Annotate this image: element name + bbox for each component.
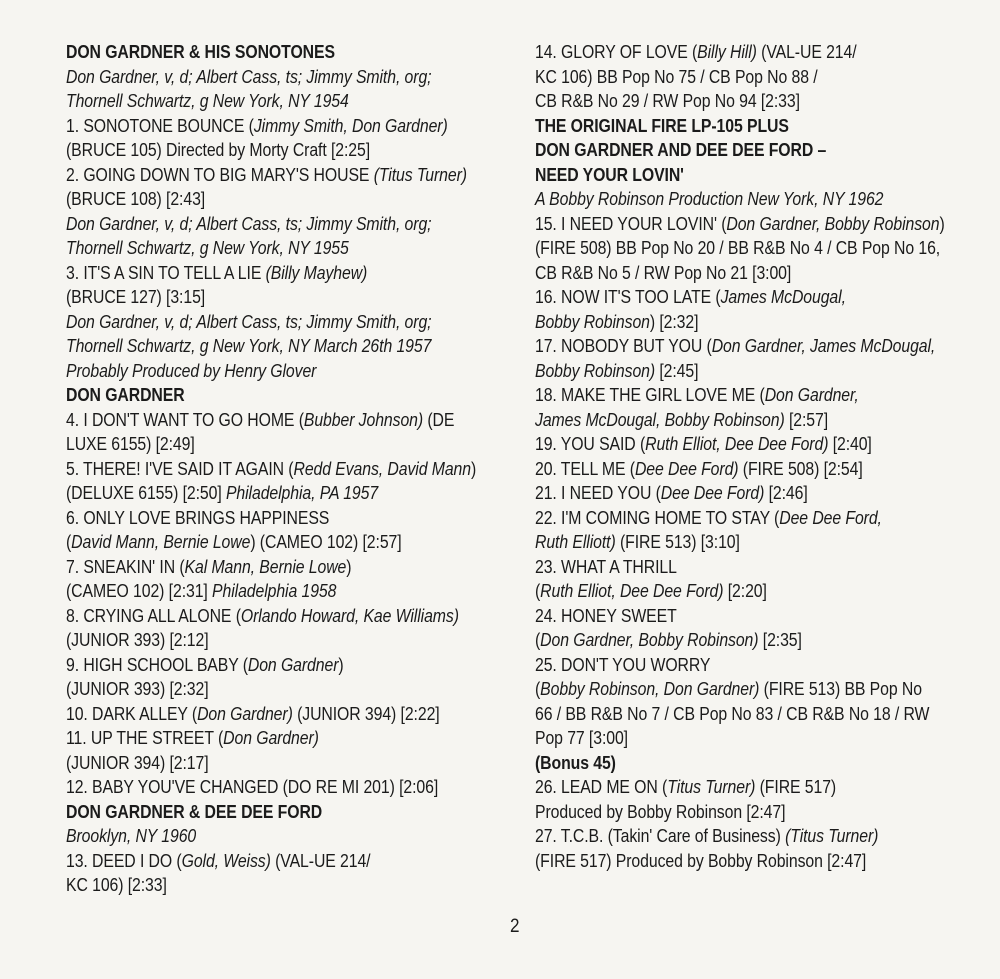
track-text: 25. DON'T YOU WORRY: [535, 653, 711, 675]
track-text: (BRUCE 105) Directed by Morty Craft [2:25]: [66, 139, 371, 160]
text-line: [66, 579, 453, 604]
track-text: (: [66, 531, 72, 552]
text-line: [66, 285, 453, 310]
track-text: 11. UP THE STREET (: [66, 727, 224, 748]
track-text: (: [535, 580, 541, 601]
credit-text: Don Gardner: [247, 653, 339, 675]
track-text: (VAL-UE 214/: [270, 849, 371, 871]
credit-text: Philadelphia, PA 1957: [225, 482, 379, 503]
track-text: 66 / BB R&B No 7 / CB Pop No 83 / CB R&B No 18 / RW: [535, 702, 930, 724]
text-line: [66, 212, 453, 237]
credit-text: Kal Mann, Bernie Lowe: [184, 555, 347, 577]
track-text: (FIRE 508) BB Pop No 20 / BB R&B No 4 / CB Pop No 16,: [535, 237, 941, 258]
credit-text: Don Gardner, Bobby Robinson): [540, 629, 759, 650]
text-line: [66, 628, 453, 653]
text-line: [66, 775, 453, 800]
text-line: [66, 800, 453, 825]
text-line: [66, 408, 453, 433]
track-text: (JUNIOR 394) [2:17]: [66, 751, 209, 773]
section-heading: (Bonus 45): [535, 751, 616, 773]
credit-text: Bobby Robinson, Don Gardner): [540, 678, 760, 699]
text-line: [66, 824, 453, 849]
text-line: [66, 873, 453, 898]
track-text: (CAMEO 102) [2:31]: [66, 580, 213, 601]
track-text: (BRUCE 127) [3:15]: [66, 286, 206, 307]
text-line: [535, 285, 926, 310]
text-line: [535, 212, 945, 237]
text-line: [535, 236, 941, 261]
track-text: (JUNIOR 393) [2:12]: [66, 629, 209, 650]
track-text: ): [470, 457, 477, 479]
text-line: [66, 653, 453, 678]
track-text: 15. I NEED YOUR LOVIN' (: [535, 212, 727, 234]
text-line: [66, 481, 453, 506]
text-line: [535, 383, 926, 408]
credit-text: Bubber Johnson): [303, 408, 424, 430]
track-text: CB R&B No 29 / RW Pop No 94 [2:33]: [535, 90, 800, 111]
track-text: 1. SONOTONE BOUNCE (: [66, 114, 254, 136]
text-line: [535, 579, 926, 604]
text-line: [535, 163, 926, 188]
text-line: [535, 261, 926, 286]
text-line: [66, 702, 453, 727]
text-line: [66, 383, 453, 408]
track-text: 4. I DON'T WANT TO GO HOME (: [66, 408, 304, 430]
track-text: KC 106) BB Pop No 75 / CB Pop No 88 /: [535, 65, 818, 87]
left-column: [66, 40, 516, 898]
track-text: [2:40]: [828, 433, 872, 454]
track-text: 19. YOU SAID (: [535, 433, 646, 454]
track-text: (FIRE 508) [2:54]: [738, 457, 863, 479]
text-line: [66, 457, 477, 482]
text-line: [535, 114, 926, 139]
text-line: [535, 775, 926, 800]
track-text: Pop 77 [3:00]: [535, 727, 628, 748]
text-line: [535, 628, 926, 653]
text-line: [535, 187, 926, 212]
text-line: [535, 310, 926, 335]
track-text: [2:46]: [764, 482, 808, 503]
credit-text: Gold, Weiss): [181, 849, 271, 871]
credit-text: Billy Hill): [697, 41, 757, 62]
track-text: (DE: [423, 408, 455, 430]
text-line: [535, 432, 926, 457]
credit-text: Don Gardner): [197, 702, 293, 724]
credit-text: James McDougal,: [720, 286, 846, 307]
text-line: [66, 334, 453, 359]
section-heading: THE ORIGINAL FIRE LP-105 PLUS: [535, 114, 789, 136]
text-line: [66, 677, 453, 702]
track-text: 14. GLORY OF LOVE (: [535, 41, 698, 62]
track-text: KC 106) [2:33]: [66, 874, 167, 895]
track-text: (FIRE 513) BB Pop No: [759, 678, 922, 699]
text-line: [66, 359, 453, 384]
text-line: [535, 726, 926, 751]
track-text: (FIRE 517): [755, 776, 837, 797]
track-text: (BRUCE 108) [2:43]: [66, 188, 206, 209]
text-line: [66, 310, 453, 335]
credit-text: Bobby Robinson: [535, 310, 650, 332]
section-heading: DON GARDNER & HIS SONOTONES: [66, 41, 335, 62]
section-heading: NEED YOUR LOVIN': [535, 163, 684, 185]
track-text: 17. NOBODY BUT YOU (: [535, 335, 712, 356]
track-text: 10. DARK ALLEY (: [66, 702, 198, 724]
text-line: [66, 555, 453, 580]
credit-text: Probably Produced by Henry Glover: [66, 359, 317, 381]
track-text: 16. NOW IT'S TOO LATE (: [535, 286, 721, 307]
track-text: [2:57]: [784, 408, 829, 430]
text-line: [66, 138, 453, 163]
track-text: (DELUXE 6155) [2:50]: [66, 482, 226, 503]
credit-text: Philadelphia 1958: [212, 580, 337, 601]
credit-text: Thornell Schwartz, g New York, NY 1955: [66, 237, 349, 258]
text-line: [66, 114, 453, 139]
credit-text: Don Gardner, v, d; Albert Cass, ts; Jimmy Smith, org;: [66, 310, 432, 332]
credit-text: Dee Dee Ford): [634, 457, 739, 479]
credit-text: Don Gardner): [223, 727, 319, 748]
text-line: [535, 138, 926, 163]
credit-text: Redd Evans, David Mann: [293, 457, 471, 479]
track-text: ): [939, 212, 945, 234]
credit-text: Titus Turner): [667, 776, 756, 797]
credit-text: (Billy Mayhew): [265, 261, 368, 283]
track-text: (JUNIOR 393) [2:32]: [66, 678, 209, 699]
track-text: 24. HONEY SWEET: [535, 604, 677, 626]
credit-text: Thornell Schwartz, g New York, NY March 26th 1957: [66, 335, 432, 356]
text-line: [66, 236, 453, 261]
track-text: (VAL-UE 214/: [756, 41, 857, 62]
track-text: LUXE 6155) [2:49]: [66, 433, 195, 454]
section-heading: DON GARDNER & DEE DEE FORD: [66, 800, 323, 822]
track-text: 26. LEAD ME ON (: [535, 776, 668, 797]
text-line: [535, 849, 926, 874]
credit-text: Ruth Elliot, Dee Dee Ford): [645, 433, 829, 454]
text-line: [535, 89, 926, 114]
track-text: 5. THERE! I'VE SAID IT AGAIN (: [66, 457, 294, 479]
credit-text: A Bobby Robinson Production New York, NY 1962: [535, 188, 884, 209]
track-text: (FIRE 517) Produced by Bobby Robinson [2:47]: [535, 849, 867, 871]
track-text: [2:45]: [655, 359, 699, 381]
text-line: [66, 530, 453, 555]
track-text: CB R&B No 5 / RW Pop No 21 [3:00]: [535, 261, 792, 283]
track-text: 22. I'M COMING HOME TO STAY (: [535, 506, 780, 528]
track-text: 12. BABY YOU'VE CHANGED (DO RE MI 201) [2:06]: [66, 776, 439, 797]
credit-text: David Mann, Bernie Lowe: [71, 531, 251, 552]
track-text: 20. TELL ME (: [535, 457, 635, 479]
text-line: [535, 65, 926, 90]
track-text: 18. MAKE THE GIRL LOVE ME (: [535, 384, 765, 405]
section-heading: DON GARDNER: [66, 384, 185, 405]
text-line: [535, 555, 926, 580]
text-line: [66, 726, 453, 751]
text-line: [535, 800, 926, 825]
track-text: [2:35]: [758, 629, 802, 650]
credit-text: Don Gardner, James McDougal,: [711, 335, 936, 356]
text-line: [66, 40, 453, 65]
text-line: [66, 187, 453, 212]
credit-text: Don Gardner,: [764, 384, 859, 405]
track-text: 21. I NEED YOU (: [535, 482, 661, 503]
track-text: 3. IT'S A SIN TO TELL A LIE: [66, 261, 266, 283]
credit-text: Ruth Elliott): [535, 531, 616, 552]
text-line: [535, 653, 926, 678]
text-line: [535, 359, 926, 384]
text-line: [66, 604, 459, 629]
text-line: [535, 481, 926, 506]
credit-text: Don Gardner, v, d; Albert Cass, ts; Jimmy Smith, org;: [66, 65, 432, 87]
track-text: 2. GOING DOWN TO BIG MARY'S HOUSE: [66, 163, 374, 185]
track-text: 23. WHAT A THRILL: [535, 555, 677, 577]
text-line: [535, 604, 926, 629]
text-line: [66, 89, 453, 114]
track-text: 6. ONLY LOVE BRINGS HAPPINESS: [66, 506, 330, 528]
credit-text: Brooklyn, NY 1960: [66, 825, 197, 846]
text-line: [535, 751, 926, 776]
credit-text: (Titus Turner): [373, 163, 467, 185]
credit-text: Thornell Schwartz, g New York, NY 1954: [66, 90, 349, 111]
page-number: 2: [510, 916, 520, 937]
text-line: [535, 506, 926, 531]
text-line: [535, 40, 926, 65]
credit-text: Don Gardner, v, d; Albert Cass, ts; Jimmy Smith, org;: [66, 212, 432, 234]
track-text: Produced by Bobby Robinson [2:47]: [535, 800, 786, 822]
credit-text: Bobby Robinson): [535, 359, 656, 381]
track-text: 13. DEED I DO (: [66, 849, 182, 871]
text-line: [535, 824, 926, 849]
text-line: [535, 530, 926, 555]
credit-text: James McDougal, Bobby Robinson): [535, 408, 785, 430]
text-line: [66, 751, 453, 776]
text-line: [535, 702, 930, 727]
text-line: [66, 65, 453, 90]
track-text: 27. T.C.B. (Takin' Care of Business): [535, 825, 786, 846]
track-text: 8. CRYING ALL ALONE (: [66, 604, 241, 626]
credit-text: Don Gardner, Bobby Robinson: [726, 212, 940, 234]
text-line: [66, 506, 453, 531]
track-text: (JUNIOR 394) [2:22]: [292, 702, 440, 724]
section-heading: DON GARDNER AND DEE DEE FORD –: [535, 139, 827, 160]
text-line: [535, 677, 926, 702]
text-line: [66, 261, 453, 286]
credit-text: (Titus Turner): [785, 825, 879, 846]
track-text: 7. SNEAKIN' IN (: [66, 555, 185, 577]
track-text: ): [346, 555, 352, 577]
credit-text: Orlando Howard, Kae Williams): [240, 604, 459, 626]
track-text: ): [338, 653, 344, 675]
track-text: (FIRE 513) [3:10]: [615, 531, 740, 552]
track-text: [2:20]: [723, 580, 767, 601]
credit-text: Dee Dee Ford): [660, 482, 765, 503]
text-line: [66, 163, 467, 188]
track-text: ) (CAMEO 102) [2:57]: [250, 531, 402, 552]
track-text: ) [2:32]: [649, 310, 699, 332]
track-text: 9. HIGH SCHOOL BABY (: [66, 653, 248, 675]
credit-text: Jimmy Smith, Don Gardner): [253, 114, 448, 136]
credit-text: Dee Dee Ford,: [779, 506, 882, 528]
text-line: [535, 457, 926, 482]
text-line: [535, 334, 936, 359]
text-line: [66, 432, 453, 457]
credit-text: Ruth Elliot, Dee Dee Ford): [540, 580, 724, 601]
track-text: (: [535, 629, 541, 650]
text-line: [535, 408, 926, 433]
right-column: [535, 40, 990, 873]
text-line: [66, 849, 453, 874]
track-text: (: [535, 678, 541, 699]
